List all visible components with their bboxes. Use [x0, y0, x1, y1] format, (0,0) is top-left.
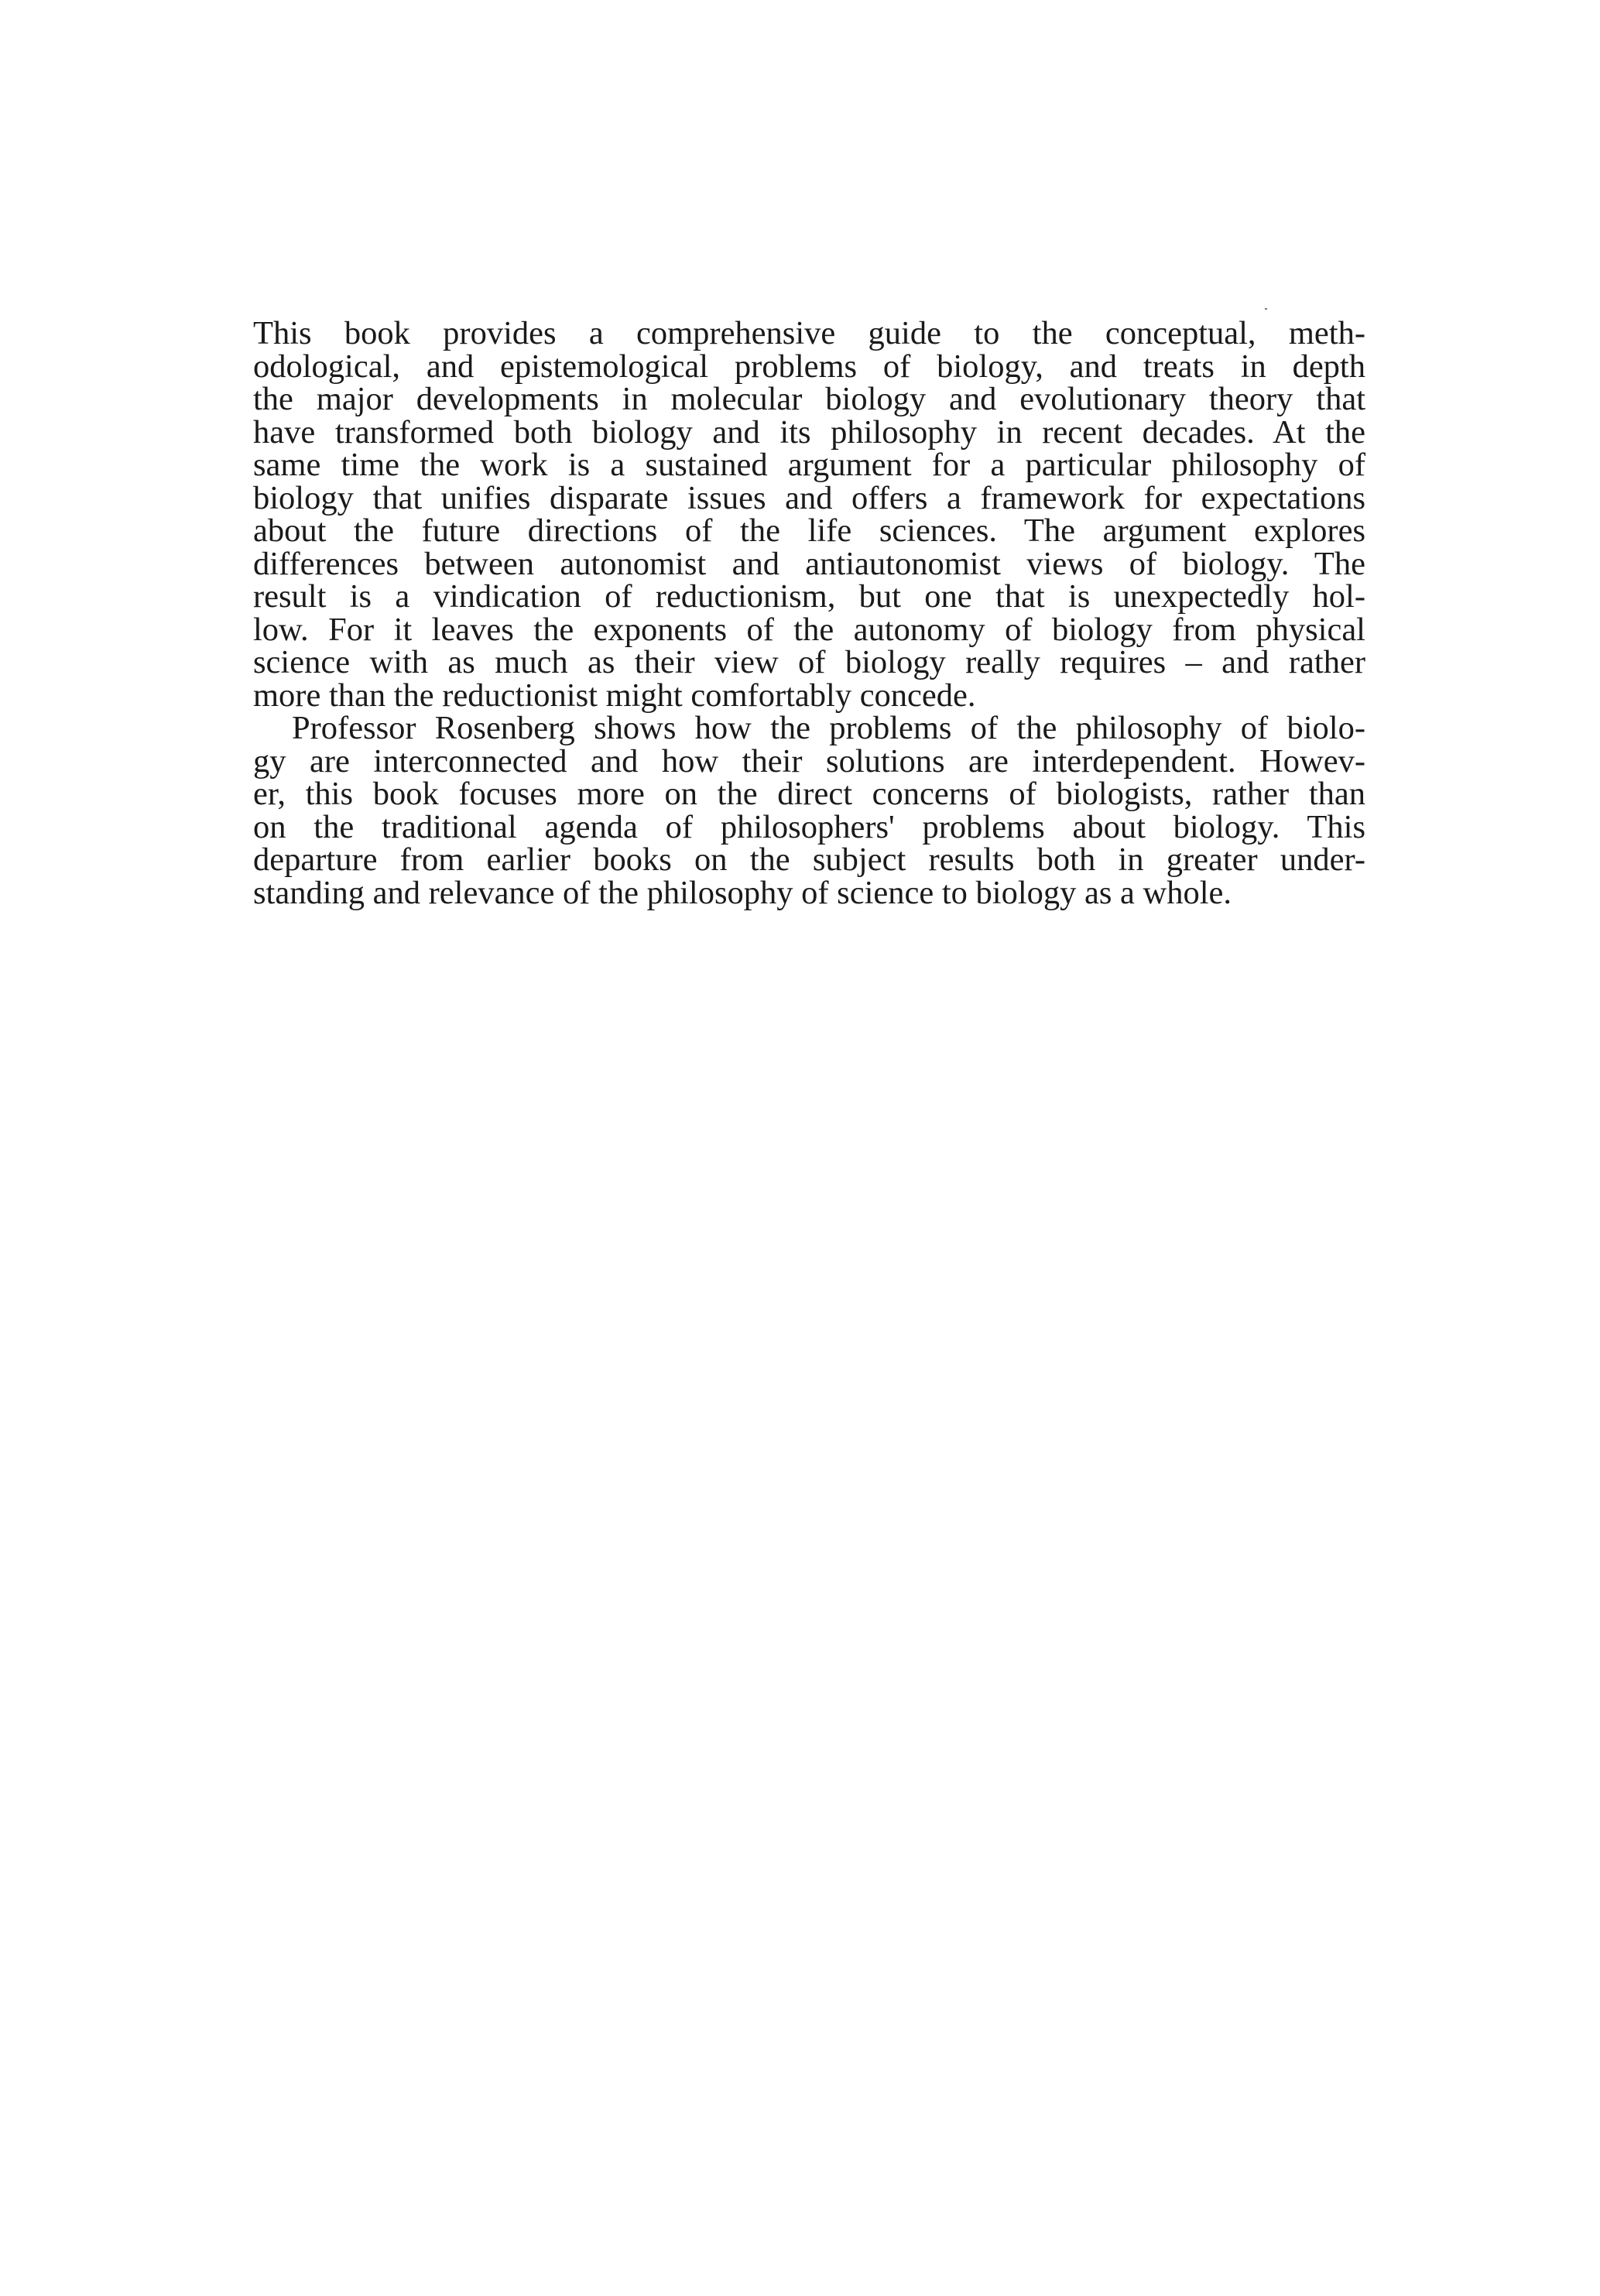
text-line: same time the work is a sustained argument for a particular philosophy of [253, 447, 1365, 483]
text-line: biology that unifies disparate issues and offers a framework for expectations [253, 479, 1365, 516]
text-line: low. For it leaves the exponents of the autonomy of biology from physical [253, 611, 1365, 648]
blurb-text [253, 317, 1365, 910]
text-line: science with as much as their view of biology really requires – and rather [253, 644, 1365, 680]
text-line: gy are interconnected and how their solutions are interdependent. Howev- [253, 742, 1365, 780]
scan-speck [1265, 308, 1267, 310]
text-line: departure from earlier books on the subject results both in greater under- [253, 841, 1365, 878]
paragraph-1 [253, 317, 1365, 712]
text-line: about the future directions of the life sciences. The argument explores [253, 512, 1365, 549]
text-line: have transformed both biology and its philosophy in recent decades. At the [253, 413, 1365, 451]
text-line: more than the reductionist might comfortably concede. [253, 677, 976, 714]
text-line: This book provides a comprehensive guide to the conceptual, meth- [253, 315, 1365, 351]
text-line: standing and relevance of the philosophy of science to biology as a whole. [253, 874, 1232, 911]
text-line: differences between autonomist and antiautonomist views of biology. The [253, 545, 1365, 582]
text-line: er, this book focuses more on the direct concerns of biologists, rather than [253, 776, 1365, 812]
text-line: on the traditional agenda of philosophers' problems about biology. This [253, 808, 1365, 845]
text-line: the major developments in molecular biology and evolutionary theory that [253, 381, 1365, 417]
text-line: odological, and epistemological problems of biology, and treats in depth [253, 348, 1365, 385]
paragraph-2 [253, 712, 1365, 910]
text-line: Professor Rosenberg shows how the problems of the philosophy of biolo- [292, 710, 1365, 746]
text-line: result is a vindication of reductionism, but one that is unexpectedly hol- [253, 578, 1365, 615]
